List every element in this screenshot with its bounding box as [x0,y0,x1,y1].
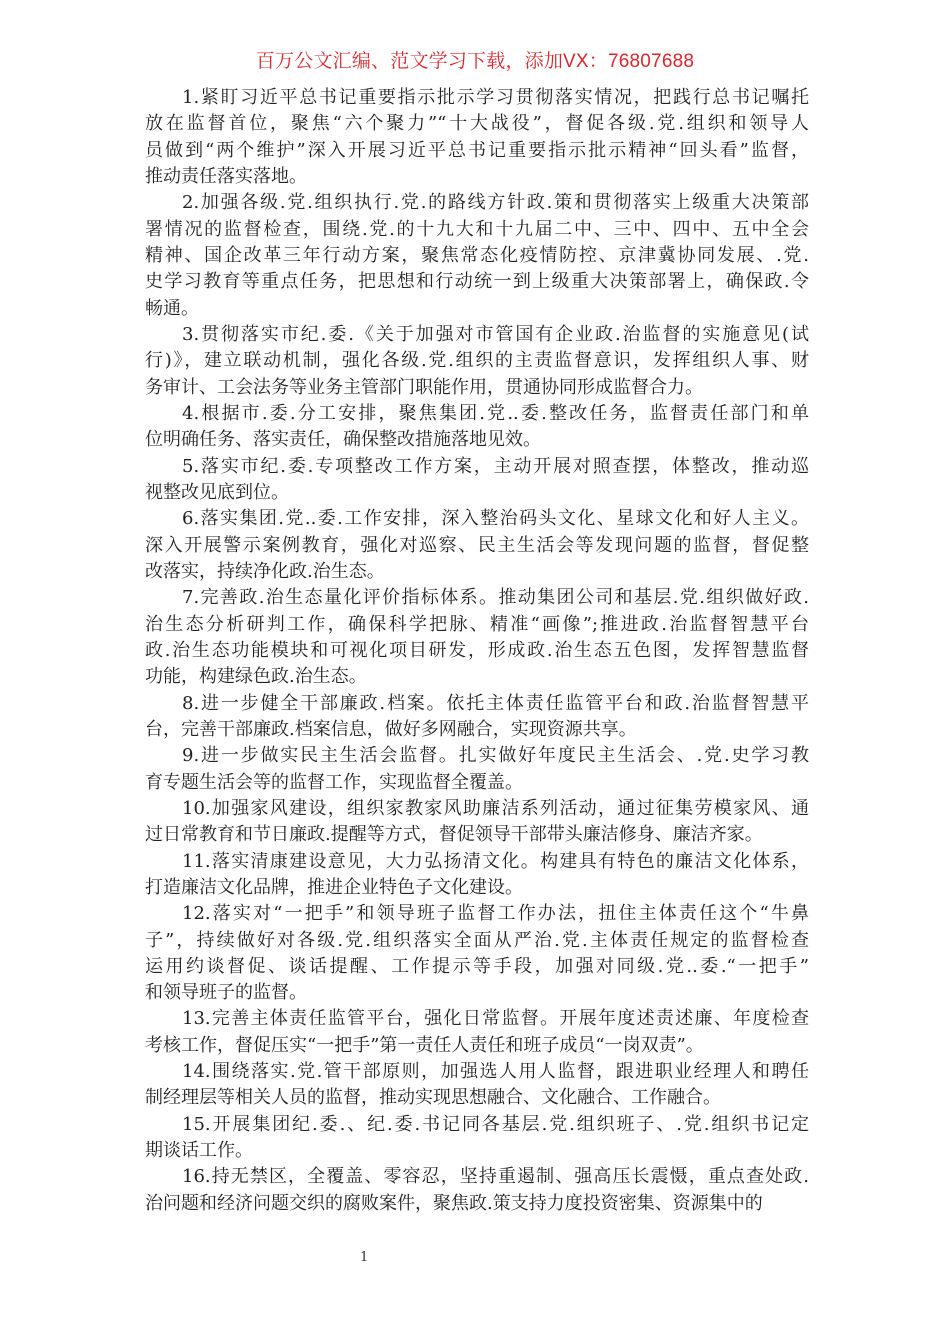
text-line: 1.紧盯习近平总书记重要指示批示学习贯彻落实情况，把践行总书记嘱托 [182,87,809,108]
paragraph [145,849,809,902]
paragraph [145,585,809,690]
text-line: 8.进一步健全干部廉政.档案。依托主体责任监管平台和政.治监督智慧平 [182,692,809,714]
text-line: 6.落实集团.党..委.工作安排，深入整治码头文化、星球文化和好人主义。 [182,508,809,530]
text-line: 署情况的监督检查，围绕.党.的十九大和十九届二中、三中、四中、五中全会 [145,218,809,240]
paragraph [145,85,809,190]
text-line: 史学习教育等重点任务，把思想和行动统一到上级重大决策部署上，确保政.令 [145,271,809,293]
paragraph [145,901,809,1006]
text-line: 打造廉洁文化品牌，推进企业特色子文化建设。 [145,876,523,898]
text-line: 推动责任落实落地。 [145,165,307,187]
text-line: 2.加强各级.党.组织执行.党.的路线方针政.策和贯彻落实上级重大决策部 [182,192,809,214]
text-line: 位明确任务、落实责任，确保整改措施落地见效。 [145,429,541,451]
text-line: 治生态分析研判工作，确保科学把脉、精准“画像”;推进政.治监督智慧平台 [145,613,809,635]
text-line: 台，完善干部廉政.档案信息，做好多网融合，实现资源共享。 [145,718,637,740]
paragraph [145,401,809,454]
text-line: 员做到“两个维护”深入开展习近平总书记重要指示批示精神“回头看”监督， [145,139,809,161]
watermark-header: 百万公文汇编、范文学习下载，添加VX：76807688 [255,51,695,72]
text-line: 子”，持续做好对各级.党.组织落实全面从严治.党.主体责任规定的监督检查 [145,929,809,951]
text-line: 精神、国企改革三年行动方案，聚焦常态化疫情防控、京津冀协同发展、.党. [145,244,809,266]
text-line: 10.加强家风建设，组织家教家风助廉洁系列活动，通过征集劳模家风、通 [182,797,809,819]
paragraph [145,190,809,322]
paragraph [145,322,809,401]
text-line: 16.持无禁区，全覆盖、零容忍，坚持重遏制、强高压长震慑，重点查处政. [182,1166,809,1188]
text-line: 畅通。 [145,297,199,319]
text-line: 制经理层等相关人员的监督，推动实现思想融合、文化融合、工作融合。 [145,1087,721,1109]
text-line: 功能，构建绿色政.治生态。 [145,666,367,688]
text-line: 14.围绕落实.党.管干部原则，加强选人用人监督，跟进职业经理人和聘任 [182,1061,809,1083]
text-line: 行)》，建立联动机制，强化各级.党.组织的主责监督意识，发挥组织人事、财 [145,350,809,372]
text-line: 期谈话工作。 [145,1140,253,1162]
paragraph [145,796,809,849]
page-number: 1 [360,1250,369,1265]
paragraph [145,506,809,585]
text-line: 改落实，持续净化政.治生态。 [145,560,385,582]
paragraph [145,743,809,796]
text-line: 务审计、工会法务等业务主管部门职能作用，贯通协同形成监督合力。 [145,376,703,398]
text-line: 放在监督首位，聚焦“六个聚力”“十大战役”，督促各级.党.组织和领导人 [145,113,809,135]
text-line: 15.开展集团纪.委.、纪.委.书记同各基层.党.组织班子、.党.组织书记定 [182,1113,809,1135]
text-line: 考核工作，督促压实“一把手”第一责任人责任和班子成员“一岗双责”。 [145,1034,704,1056]
text-line: 和领导班子的监督。 [145,982,307,1004]
text-line: 深入开展警示案例教育，强化对巡察、民主生活会等发现问题的监督，督促整 [145,534,809,556]
paragraph [145,691,809,744]
text-line: 12.落实对“一把手”和领导班子监督工作办法，扭住主体责任这个“牛鼻 [182,903,809,925]
text-line: 13.完善主体责任监管平台，强化日常监督。开展年度述责述廉、年度检查 [182,1008,809,1030]
paragraph [145,1112,809,1165]
text-line: 5.落实市纪.委.专项整改工作方案，主动开展对照查摆，体整改，推动巡 [182,455,809,477]
text-line: 育专题生活会等的监督工作，实现监督全覆盖。 [145,771,523,793]
paragraph [145,1059,809,1112]
text-line: 9.进一步做实民主生活会监督。扎实做好年度民主生活会、.党.史学习教 [182,745,809,767]
text-line: 过日常教育和节日廉政.提醒等方式，督促领导干部带头廉洁修身、廉洁齐家。 [145,824,763,846]
paragraph [145,1164,809,1217]
text-line: 7.完善政.治生态量化评价指标体系。推动集团公司和基层.党.组织做好政. [182,587,809,609]
document-body [145,85,809,1217]
text-line: 3.贯彻落实市纪.委.《关于加强对市管国有企业政.治监督的实施意见(试 [182,323,809,345]
text-line: 治问题和经济问题交织的腐败案件，聚焦政.策支持力度投资密集、资源集中的 [145,1192,763,1214]
text-line: 4.根据市.委.分工安排，聚焦集团.党..委.整改任务，监督责任部门和单 [182,402,809,424]
text-line: 视整改见底到位。 [145,481,289,503]
text-line: 运用约谈督促、谈话提醒、工作提示等手段，加强对同级.党..委.“一把手” [145,955,809,977]
paragraph [145,1006,809,1059]
paragraph [145,454,809,507]
text-line: 11.落实清康建设意见，大力弘扬清文化。构建具有特色的廉洁文化体系， [182,850,809,872]
text-line: 政.治生态功能模块和可视化项目研发，形成政.治生态五色图，发挥智慧监督 [145,639,809,661]
